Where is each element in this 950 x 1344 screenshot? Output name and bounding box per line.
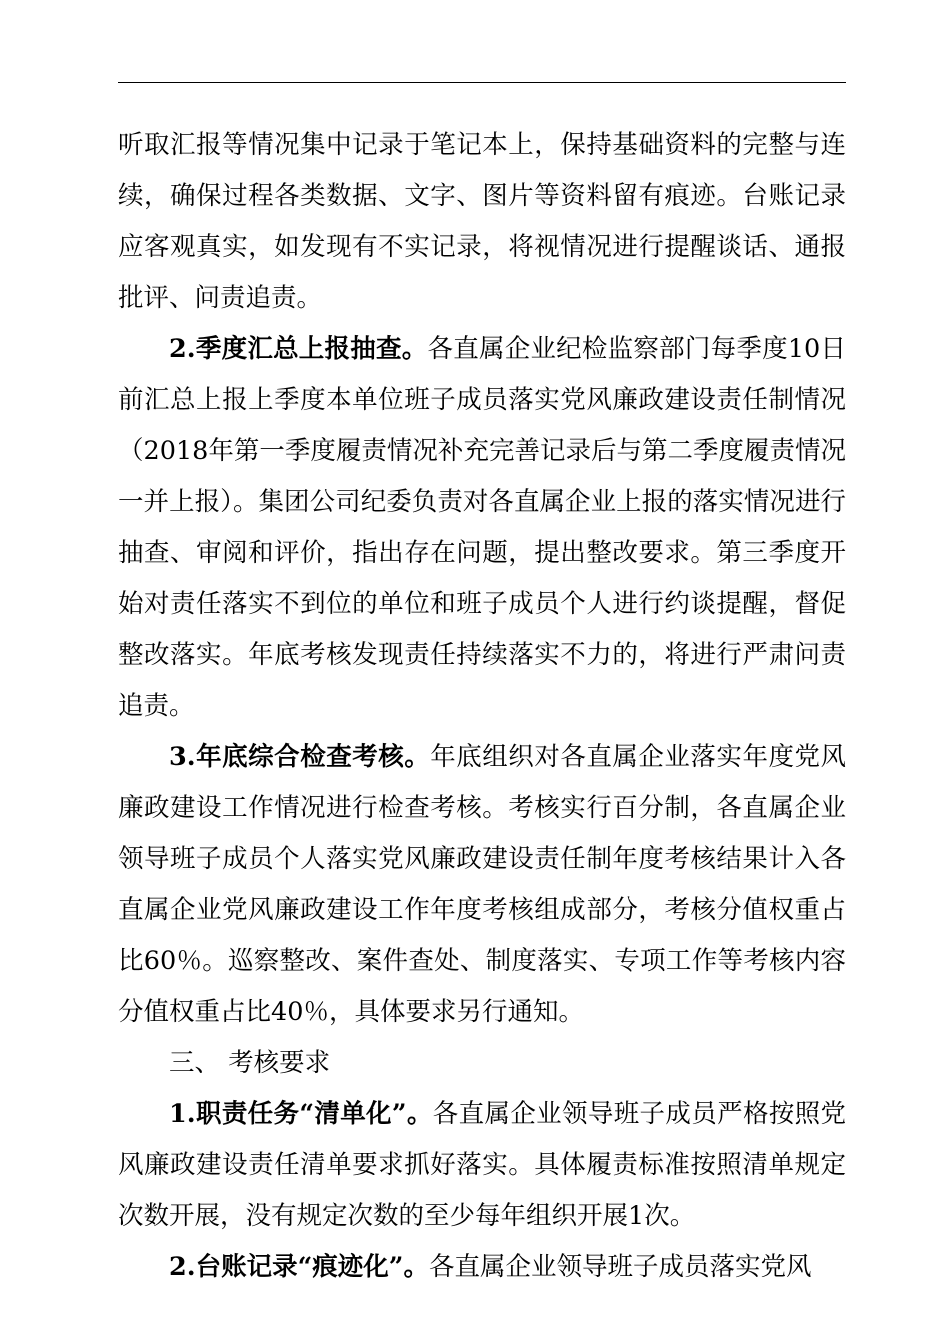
- paragraph-text: 各直属企业领导班子成员落实党风: [428, 1252, 812, 1282]
- paragraph-continuation: [118, 120, 846, 324]
- paragraph-heading: 2.季度汇总上报抽查。: [169, 334, 428, 364]
- section-heading: 三、 考核要求: [169, 1048, 331, 1078]
- paragraph-heading: 3.年底综合检查考核。: [169, 742, 431, 772]
- paragraph-ledger-trace: [118, 1242, 846, 1293]
- document-body: [118, 120, 846, 1293]
- paragraph-quarterly-check: [118, 324, 846, 732]
- paragraph-heading: 1.职责任务“清单化”。: [169, 1099, 433, 1129]
- section-heading-assessment-requirements: [118, 1038, 846, 1089]
- paragraph-year-end-assessment: [118, 732, 846, 1038]
- paragraph-text: 各直属企业领导班子成员严格按照党风廉政建设责任清单要求抓好落实。具体履责标准按照清单规定次数开展，没有规定次数的至少每年组织开展1次。: [118, 1099, 846, 1231]
- paragraph-text: 各直属企业纪检监察部门每季度10日前汇总上报上季度本单位班子成员落实党风廉政建设责任制情况（2018年第一季度履责情况补充完善记录后与第二季度履责情况一并上报）。集团公司纪委负责对各直属企业上报的落实情况进行抽查、审阅和评价，指出存在问题，提出整改要求。第三季度开始对责任落实不到位的单位和班子成员个人进行约谈提醒，督促整改落实。年底考核发现责任持续落实不力的，将进行严肃问责追责。: [118, 334, 847, 721]
- paragraph-text: 听取汇报等情况集中记录于笔记本上，保持基础资料的完整与连续，确保过程各类数据、文字、图片等资料留有痕迹。台账记录应客观真实，如发现有不实记录，将视情况进行提醒谈话、通报批评、问责追责。: [118, 130, 846, 313]
- paragraph-heading: 2.台账记录“痕迹化”。: [169, 1252, 429, 1282]
- paragraph-task-checklist: [118, 1089, 846, 1242]
- paragraph-text: 年底组织对各直属企业落实年度党风廉政建设工作情况进行检查考核。考核实行百分制，各直属企业领导班子成员个人落实党风廉政建设责任制年度考核结果计入各直属企业党风廉政建设工作年度考核组成部分，考核分值权重占比60％。巡察整改、案件查处、制度落实、专项工作等考核内容分值权重占比40％，具体要求另行通知。: [118, 742, 846, 1027]
- header-rule: [118, 82, 846, 83]
